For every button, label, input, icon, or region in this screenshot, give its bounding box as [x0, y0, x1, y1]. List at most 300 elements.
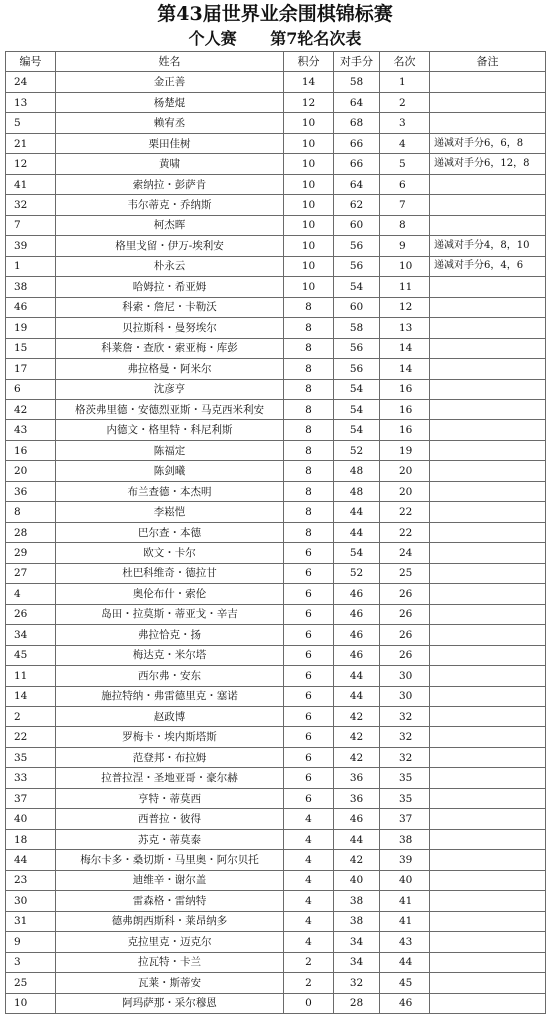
- table-row: [6, 502, 546, 522]
- cell-opponent-score: 42: [334, 850, 380, 870]
- cell-player-no: 19: [6, 318, 56, 338]
- table-row: [6, 747, 546, 767]
- subtitle-event: 个人赛: [188, 29, 237, 48]
- table-row: [6, 911, 546, 931]
- cell-points: 4: [284, 870, 334, 890]
- cell-player-name: 弗拉格曼・阿米尔: [56, 359, 284, 379]
- cell-opponent-score: 62: [334, 195, 380, 215]
- cell-player-name: 杜巴科维奇・德拉甘: [56, 563, 284, 583]
- cell-opponent-score: 46: [334, 625, 380, 645]
- cell-note: [430, 891, 546, 911]
- document-title: 第43届世界业余围棋锦标赛: [157, 3, 393, 25]
- table-row: [6, 543, 546, 563]
- cell-player-name: 欧文・卡尔: [56, 543, 284, 563]
- cell-player-no: 40: [6, 809, 56, 829]
- cell-note: [430, 338, 546, 358]
- cell-player-no: 34: [6, 625, 56, 645]
- cell-opponent-score: 60: [334, 297, 380, 317]
- table-row: [6, 891, 546, 911]
- cell-points: 6: [284, 747, 334, 767]
- cell-points: 2: [284, 973, 334, 993]
- table-row: [6, 215, 546, 235]
- cell-rank: 43: [380, 932, 430, 952]
- cell-player-no: 21: [6, 133, 56, 153]
- cell-player-no: 26: [6, 604, 56, 624]
- cell-rank: 22: [380, 522, 430, 542]
- cell-note: 递减对手分6，12，8: [430, 154, 546, 174]
- table-row: [6, 850, 546, 870]
- cell-note: [430, 563, 546, 583]
- cell-player-name: 拉瓦特・卡兰: [56, 952, 284, 972]
- table-row: [6, 768, 546, 788]
- cell-player-no: 2: [6, 707, 56, 727]
- cell-points: 6: [284, 707, 334, 727]
- cell-opponent-score: 42: [334, 707, 380, 727]
- cell-points: 6: [284, 686, 334, 706]
- cell-opponent-score: 58: [334, 318, 380, 338]
- cell-player-name: 韦尔蒂克・乔纳斯: [56, 195, 284, 215]
- cell-rank: 11: [380, 277, 430, 297]
- cell-rank: 5: [380, 154, 430, 174]
- cell-note: [430, 973, 546, 993]
- cell-points: 2: [284, 952, 334, 972]
- cell-player-no: 15: [6, 338, 56, 358]
- cell-player-name: 西普拉・彼得: [56, 809, 284, 829]
- subtitle-round: 第7轮名次表: [270, 29, 362, 48]
- table-row: [6, 788, 546, 808]
- cell-points: 4: [284, 850, 334, 870]
- table-row: [6, 481, 546, 501]
- table-row: [6, 440, 546, 460]
- cell-note: [430, 277, 546, 297]
- table-row: [6, 645, 546, 665]
- cell-opponent-score: 38: [334, 911, 380, 931]
- cell-note: [430, 686, 546, 706]
- table-row: [6, 420, 546, 440]
- table-row: [6, 154, 546, 174]
- cell-player-name: 奥伦布什・索伦: [56, 584, 284, 604]
- cell-player-name: 阿玛萨那・采尔穆恩: [56, 993, 284, 1013]
- cell-points: 8: [284, 440, 334, 460]
- cell-rank: 30: [380, 666, 430, 686]
- cell-opponent-score: 36: [334, 768, 380, 788]
- cell-points: 4: [284, 911, 334, 931]
- cell-player-name: 德弗朗西斯科・莱昂纳多: [56, 911, 284, 931]
- cell-player-name: 索纳拉・彭萨肯: [56, 174, 284, 194]
- cell-player-no: 43: [6, 420, 56, 440]
- cell-points: 8: [284, 461, 334, 481]
- cell-rank: 14: [380, 359, 430, 379]
- cell-player-name: 陈剑曦: [56, 461, 284, 481]
- cell-note: [430, 461, 546, 481]
- cell-note: [430, 952, 546, 972]
- cell-player-name: 格茨弗里德・安德烈亚斯・马克西米利安: [56, 399, 284, 419]
- cell-rank: 16: [380, 399, 430, 419]
- cell-rank: 39: [380, 850, 430, 870]
- table-row: [6, 338, 546, 358]
- table-body: [6, 72, 546, 1014]
- cell-points: 10: [284, 113, 334, 133]
- cell-player-no: 29: [6, 543, 56, 563]
- table-row: [6, 256, 546, 276]
- cell-player-name: 巴尔查・本德: [56, 522, 284, 542]
- cell-points: 8: [284, 502, 334, 522]
- cell-note: [430, 625, 546, 645]
- cell-rank: 26: [380, 584, 430, 604]
- table-row: [6, 92, 546, 112]
- cell-opponent-score: 46: [334, 645, 380, 665]
- cell-rank: 26: [380, 625, 430, 645]
- cell-rank: 32: [380, 747, 430, 767]
- standings-table: [5, 51, 546, 1014]
- cell-player-no: 5: [6, 113, 56, 133]
- cell-points: 8: [284, 420, 334, 440]
- cell-player-no: 33: [6, 768, 56, 788]
- cell-player-name: 弗拉恰克・扬: [56, 625, 284, 645]
- cell-points: 6: [284, 768, 334, 788]
- cell-player-name: 朴永云: [56, 256, 284, 276]
- cell-opponent-score: 36: [334, 788, 380, 808]
- cell-rank: 41: [380, 891, 430, 911]
- cell-rank: 7: [380, 195, 430, 215]
- cell-points: 6: [284, 584, 334, 604]
- cell-player-name: 哈姆拉・希亚姆: [56, 277, 284, 297]
- cell-note: [430, 92, 546, 112]
- table-row: [6, 707, 546, 727]
- table-row: [6, 727, 546, 747]
- cell-rank: 44: [380, 952, 430, 972]
- cell-player-no: 23: [6, 870, 56, 890]
- cell-player-name: 科索・詹尼・卡勒沃: [56, 297, 284, 317]
- cell-player-no: 38: [6, 277, 56, 297]
- table-row: [6, 952, 546, 972]
- cell-player-name: 布兰查德・本杰明: [56, 481, 284, 501]
- cell-points: 8: [284, 338, 334, 358]
- cell-rank: 30: [380, 686, 430, 706]
- cell-points: 10: [284, 133, 334, 153]
- table-row: [6, 809, 546, 829]
- table-row: [6, 666, 546, 686]
- cell-opponent-score: 28: [334, 993, 380, 1013]
- cell-player-name: 施拉特纳・弗雷德里克・塞诺: [56, 686, 284, 706]
- cell-rank: 1: [380, 72, 430, 92]
- cell-player-no: 7: [6, 215, 56, 235]
- cell-player-no: 44: [6, 850, 56, 870]
- cell-player-no: 46: [6, 297, 56, 317]
- cell-player-name: 陈福定: [56, 440, 284, 460]
- cell-rank: 12: [380, 297, 430, 317]
- cell-note: [430, 993, 546, 1013]
- cell-opponent-score: 68: [334, 113, 380, 133]
- cell-player-name: 亨特・蒂莫西: [56, 788, 284, 808]
- cell-player-no: 16: [6, 440, 56, 460]
- cell-note: [430, 707, 546, 727]
- cell-note: [430, 195, 546, 215]
- cell-opponent-score: 64: [334, 174, 380, 194]
- cell-note: [430, 174, 546, 194]
- cell-player-no: 4: [6, 584, 56, 604]
- header-name: 姓名: [56, 52, 284, 72]
- cell-points: 10: [284, 256, 334, 276]
- cell-player-name: 拉普拉涅・圣地亚哥・豪尔赫: [56, 768, 284, 788]
- cell-note: [430, 318, 546, 338]
- cell-rank: 2: [380, 92, 430, 112]
- cell-opponent-score: 32: [334, 973, 380, 993]
- cell-note: [430, 747, 546, 767]
- table-row: [6, 174, 546, 194]
- cell-player-name: 赵政博: [56, 707, 284, 727]
- cell-opponent-score: 54: [334, 399, 380, 419]
- cell-points: 6: [284, 788, 334, 808]
- cell-player-no: 30: [6, 891, 56, 911]
- cell-note: [430, 727, 546, 747]
- cell-opponent-score: 56: [334, 359, 380, 379]
- cell-opponent-score: 60: [334, 215, 380, 235]
- cell-player-no: 10: [6, 993, 56, 1013]
- cell-points: 6: [284, 625, 334, 645]
- cell-rank: 20: [380, 481, 430, 501]
- cell-points: 6: [284, 604, 334, 624]
- cell-points: 4: [284, 809, 334, 829]
- table-row: [6, 195, 546, 215]
- cell-player-name: 罗梅卡・埃内斯塔斯: [56, 727, 284, 747]
- table-row: [6, 318, 546, 338]
- cell-rank: 35: [380, 768, 430, 788]
- cell-opponent-score: 52: [334, 563, 380, 583]
- cell-note: 递减对手分6，4，6: [430, 256, 546, 276]
- cell-player-no: 22: [6, 727, 56, 747]
- cell-note: [430, 379, 546, 399]
- cell-rank: 32: [380, 727, 430, 747]
- cell-rank: 26: [380, 604, 430, 624]
- cell-player-no: 35: [6, 747, 56, 767]
- table-row: [6, 461, 546, 481]
- cell-player-name: 岛田・拉莫斯・蒂亚戈・辛吉: [56, 604, 284, 624]
- cell-rank: 20: [380, 461, 430, 481]
- cell-opponent-score: 56: [334, 256, 380, 276]
- header-points: 积分: [284, 52, 334, 72]
- cell-player-no: 31: [6, 911, 56, 931]
- cell-points: 6: [284, 666, 334, 686]
- cell-rank: 8: [380, 215, 430, 235]
- table-row: [6, 113, 546, 133]
- cell-rank: 3: [380, 113, 430, 133]
- table-row: [6, 297, 546, 317]
- cell-player-no: 41: [6, 174, 56, 194]
- cell-opponent-score: 58: [334, 72, 380, 92]
- cell-note: [430, 399, 546, 419]
- cell-player-no: 3: [6, 952, 56, 972]
- cell-points: 10: [284, 154, 334, 174]
- cell-points: 10: [284, 215, 334, 235]
- cell-opponent-score: 34: [334, 952, 380, 972]
- table-row: [6, 604, 546, 624]
- cell-note: [430, 604, 546, 624]
- cell-note: [430, 870, 546, 890]
- cell-player-no: 24: [6, 72, 56, 92]
- cell-points: 4: [284, 932, 334, 952]
- table-row: [6, 236, 546, 256]
- cell-rank: 38: [380, 829, 430, 849]
- cell-rank: 22: [380, 502, 430, 522]
- cell-player-no: 42: [6, 399, 56, 419]
- cell-player-name: 雷森格・雷纳特: [56, 891, 284, 911]
- cell-rank: 14: [380, 338, 430, 358]
- table-row: [6, 563, 546, 583]
- cell-note: 递减对手分4，8，10: [430, 236, 546, 256]
- header-note: 备注: [430, 52, 546, 72]
- cell-player-name: 瓦莱・斯蒂安: [56, 973, 284, 993]
- cell-rank: 24: [380, 543, 430, 563]
- cell-player-no: 45: [6, 645, 56, 665]
- cell-opponent-score: 40: [334, 870, 380, 890]
- cell-note: [430, 809, 546, 829]
- cell-points: 14: [284, 72, 334, 92]
- cell-rank: 4: [380, 133, 430, 153]
- cell-note: [430, 522, 546, 542]
- cell-opponent-score: 44: [334, 502, 380, 522]
- cell-opponent-score: 44: [334, 522, 380, 542]
- cell-player-name: 内德文・格里特・科尼利斯: [56, 420, 284, 440]
- cell-player-no: 20: [6, 461, 56, 481]
- cell-player-name: 范登邦・布拉姆: [56, 747, 284, 767]
- cell-player-name: 柯杰晖: [56, 215, 284, 235]
- cell-note: [430, 420, 546, 440]
- table-header-row: [6, 52, 546, 72]
- cell-player-name: 沈彦亨: [56, 379, 284, 399]
- cell-points: 10: [284, 236, 334, 256]
- cell-points: 8: [284, 399, 334, 419]
- cell-points: 6: [284, 563, 334, 583]
- cell-points: 6: [284, 727, 334, 747]
- header-rank: 名次: [380, 52, 430, 72]
- cell-player-name: 梅达克・米尔塔: [56, 645, 284, 665]
- cell-points: 10: [284, 277, 334, 297]
- cell-note: [430, 666, 546, 686]
- cell-rank: 37: [380, 809, 430, 829]
- cell-note: [430, 645, 546, 665]
- cell-player-no: 17: [6, 359, 56, 379]
- cell-player-name: 迪维辛・谢尔盖: [56, 870, 284, 890]
- cell-opponent-score: 44: [334, 829, 380, 849]
- cell-note: 递减对手分6，6，8: [430, 133, 546, 153]
- table-row: [6, 379, 546, 399]
- cell-player-no: 12: [6, 154, 56, 174]
- cell-player-no: 6: [6, 379, 56, 399]
- cell-player-no: 1: [6, 256, 56, 276]
- cell-player-no: 8: [6, 502, 56, 522]
- cell-points: 8: [284, 522, 334, 542]
- table-row: [6, 399, 546, 419]
- cell-points: 8: [284, 359, 334, 379]
- cell-points: 12: [284, 92, 334, 112]
- cell-player-name: 格里戈留・伊万-埃利安: [56, 236, 284, 256]
- cell-player-no: 27: [6, 563, 56, 583]
- cell-points: 8: [284, 379, 334, 399]
- cell-player-name: 黄啸: [56, 154, 284, 174]
- table-row: [6, 133, 546, 153]
- cell-player-no: 9: [6, 932, 56, 952]
- cell-rank: 16: [380, 420, 430, 440]
- table-row: [6, 686, 546, 706]
- cell-rank: 32: [380, 707, 430, 727]
- table-row: [6, 584, 546, 604]
- cell-opponent-score: 54: [334, 277, 380, 297]
- cell-player-name: 栗田佳树: [56, 133, 284, 153]
- cell-opponent-score: 56: [334, 338, 380, 358]
- table-row: [6, 829, 546, 849]
- cell-note: [430, 297, 546, 317]
- cell-opponent-score: 52: [334, 440, 380, 460]
- cell-player-no: 18: [6, 829, 56, 849]
- cell-points: 8: [284, 481, 334, 501]
- cell-note: [430, 481, 546, 501]
- cell-rank: 25: [380, 563, 430, 583]
- cell-opponent-score: 66: [334, 133, 380, 153]
- cell-opponent-score: 64: [334, 92, 380, 112]
- cell-opponent-score: 54: [334, 543, 380, 563]
- cell-player-name: 杨楚焜: [56, 92, 284, 112]
- cell-player-no: 39: [6, 236, 56, 256]
- cell-player-no: 36: [6, 481, 56, 501]
- cell-note: [430, 788, 546, 808]
- cell-points: 0: [284, 993, 334, 1013]
- cell-rank: 9: [380, 236, 430, 256]
- cell-points: 10: [284, 195, 334, 215]
- table-row: [6, 993, 546, 1013]
- cell-opponent-score: 46: [334, 584, 380, 604]
- table-row: [6, 522, 546, 542]
- table-row: [6, 973, 546, 993]
- cell-opponent-score: 34: [334, 932, 380, 952]
- cell-note: [430, 829, 546, 849]
- cell-player-no: 25: [6, 973, 56, 993]
- cell-player-name: 苏克・蒂莫泰: [56, 829, 284, 849]
- document-subtitle: [0, 27, 550, 51]
- cell-rank: 26: [380, 645, 430, 665]
- cell-player-name: 西尔弗・安东: [56, 666, 284, 686]
- cell-rank: 16: [380, 379, 430, 399]
- cell-opponent-score: 42: [334, 747, 380, 767]
- header-no: 编号: [6, 52, 56, 72]
- cell-points: 4: [284, 829, 334, 849]
- cell-player-no: 37: [6, 788, 56, 808]
- table-row: [6, 72, 546, 92]
- cell-points: 6: [284, 543, 334, 563]
- cell-rank: 10: [380, 256, 430, 276]
- cell-rank: 46: [380, 993, 430, 1013]
- table-row: [6, 625, 546, 645]
- cell-rank: 41: [380, 911, 430, 931]
- cell-opponent-score: 42: [334, 727, 380, 747]
- cell-note: [430, 768, 546, 788]
- cell-note: [430, 932, 546, 952]
- cell-player-name: 科莱詹・查欣・索亚梅・库彭: [56, 338, 284, 358]
- cell-points: 8: [284, 297, 334, 317]
- cell-player-name: 梅尔卡多・桑切斯・马里奥・阿尔贝托: [56, 850, 284, 870]
- cell-player-name: 克拉里克・迈克尔: [56, 932, 284, 952]
- table-row: [6, 359, 546, 379]
- cell-opponent-score: 46: [334, 604, 380, 624]
- cell-opponent-score: 44: [334, 686, 380, 706]
- cell-opponent-score: 48: [334, 481, 380, 501]
- cell-rank: 40: [380, 870, 430, 890]
- cell-player-name: 金正善: [56, 72, 284, 92]
- cell-player-no: 28: [6, 522, 56, 542]
- cell-opponent-score: 54: [334, 379, 380, 399]
- cell-opponent-score: 48: [334, 461, 380, 481]
- cell-rank: 13: [380, 318, 430, 338]
